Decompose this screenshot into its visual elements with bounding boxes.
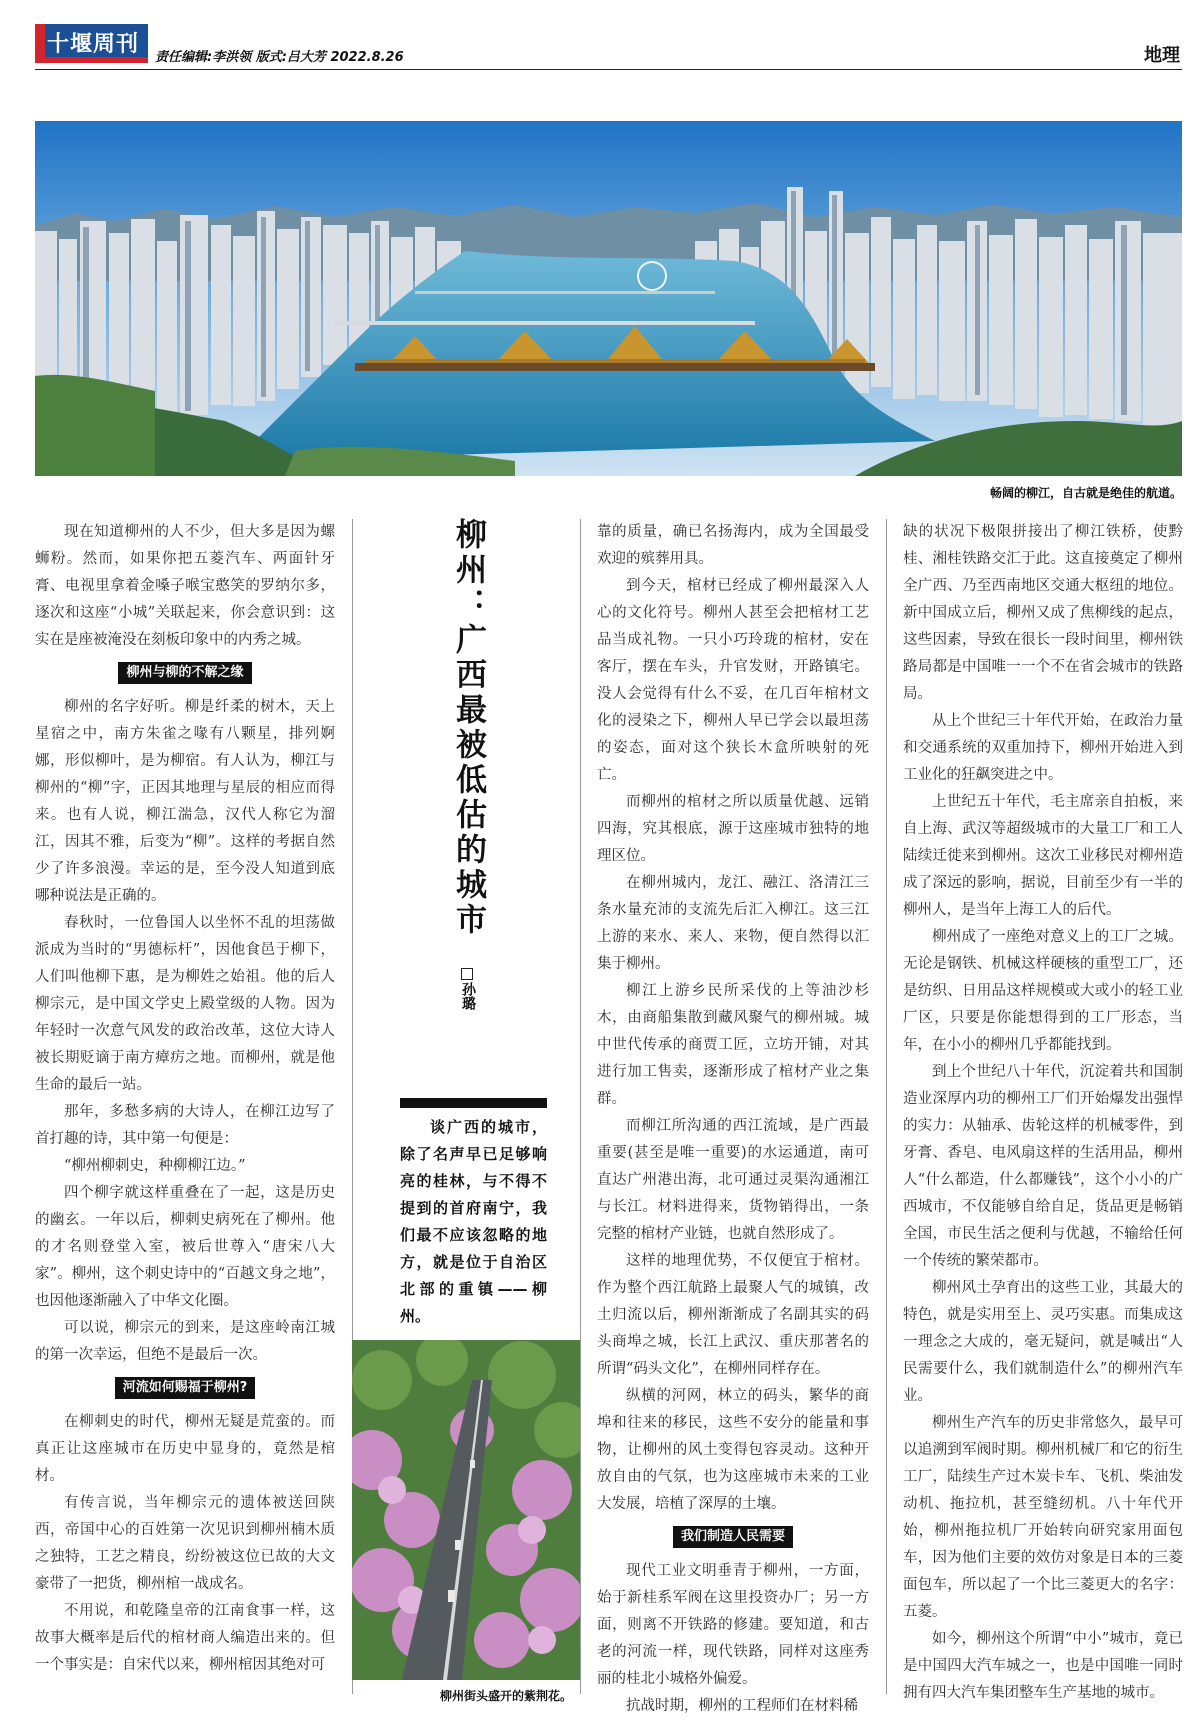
paragraph: 纵横的河网，林立的码头，繁华的商埠和往来的移民，这些不安分的能量和事物，让柳州的风土变得包容灵动。这种开放自由的气氛，也为这座城市未来的工业大发展，培植了深厚的土壤。 bbox=[597, 1388, 869, 1512]
paragraph: 有传言说，当年柳宗元的遗体被送回陕西，帝国中心的百姓第一次见识到柳州楠木质之独特，工艺之精良，纷纷被这位已故的大文豪带了一把货，柳州棺一战成名。 bbox=[35, 1495, 335, 1592]
section-label: 地理 bbox=[1144, 45, 1180, 66]
hero-caption: 畅阔的柳江，自古就是绝佳的航道。 bbox=[989, 486, 1182, 500]
paragraph: 柳州的名字好听。柳是纤柔的树木，天上星宿之中，南方朱雀之喙有八颗星，排列婀娜，形似柳叶，是为柳宿。有人认为，柳江与柳州的“柳”字，正因其地理与星辰的相应而得来。也有人说，柳江湍急，汉代人称它为溜江，因其不雅，后变为“柳”。这样的考据自然少了许多浪漫。幸运的是，至今没人知道到底哪种说法是正确的。 bbox=[35, 699, 335, 904]
paragraph: 柳州风土孕育出的这些工业，其最大的特色，就是实用至上、灵巧实惠。而集成这一理念之大成的，毫无疑问，就是喊出“人民需要什么，我们就制造什么”的柳州汽车业。 bbox=[903, 1280, 1183, 1404]
column-divider bbox=[580, 519, 581, 1694]
masthead-logo bbox=[35, 24, 148, 63]
paragraph: 缺的状况下极限拼接出了柳江铁桥，使黔桂、湘桂铁路交汇于此。这直接奠定了柳州全广西、乃至西南地区交通大枢纽的地位。新中国成立后，柳州又成了焦柳线的起点，这些因素，导致在很长一段时间里，柳州铁路局都是中国唯一一个不在省会城市的铁路局。 bbox=[903, 524, 1183, 702]
paragraph: 到今天，棺材已经成了柳州最深入人心的文化符号。柳州人甚至会把棺材工艺品当成礼物。一只小巧玲珑的棺材，安在客厅，摆在车头，升官发财，开路镇宅。没人会觉得有什么不妥，在几百年棺材文化的浸染之下，柳州人早已学会以最坦荡的姿态，面对这个狭长木盒所映射的死亡。 bbox=[597, 578, 869, 783]
column-divider bbox=[886, 519, 887, 1694]
paragraph: 在柳刺史的时代，柳州无疑是荒蛮的。而真正让这座城市在历史中显身的，竟然是棺材。 bbox=[35, 1414, 335, 1484]
paragraph: 而柳江所沟通的西江流域，是广西最重要(甚至是唯一重要)的水运通道，南可直达广州港出海，北可通过灵渠沟通湘江与长江。材料进得来，货物销得出，一条完整的棺材产业链，也就自然形成了。 bbox=[597, 1118, 869, 1242]
paragraph: 柳州成了一座绝对意义上的工厂之城。无论是钢铁、机械这样硬核的重型工厂，还是纺织、日用品这样规模或大或小的轻工业厂区，只要是你能想得到的工厂形态，当年，在小小的柳州几乎都能找到。 bbox=[903, 929, 1183, 1053]
editor-credits: 责任编辑:李洪领 版式:吕大芳 2022.8.26 bbox=[155, 50, 404, 65]
hero-photo bbox=[35, 121, 1182, 476]
paragraph: 到上个世纪八十年代，沉淀着共和国制造业深厚内功的柳州工厂们开始爆发出强悍的实力：从轴承、齿轮这样的机械零件，到牙膏、香皂、电风扇这样的生活用品，柳州人“什么都造，什么都赚钱”，这个小小的广西城市，不仅能够自给自足，货品更是畅销全国，市民生活之便利与优越，不输给任何一个传统的繁荣都市。 bbox=[903, 1064, 1183, 1269]
article-lead bbox=[400, 1114, 547, 1330]
article-author: 孙璐 bbox=[460, 982, 476, 1010]
paragraph: 不用说，和乾隆皇帝的江南食事一样，这故事大概率是后代的棺材商人编造出来的。但一个事实是：自宋代以来，柳州棺因其绝对可 bbox=[35, 1603, 335, 1673]
street-photo bbox=[352, 1340, 580, 1680]
subheading: 柳州与柳的不解之缘 bbox=[118, 662, 251, 684]
paragraph: 从上个世纪三十年代开始，在政治力量和交通系统的双重加持下，柳州开始进入到工业化的狂飙突进之中。 bbox=[903, 713, 1183, 783]
paragraph: 四个柳字就这样重叠在了一起，这是历史的幽玄。一年以后，柳刺史病死在了柳州。他的才名则登堂入室，被后世尊入“唐宋八大家”。柳州，这个刺史诗中的“百越文身之地”，也因他逐渐融入了中华文化圈。 bbox=[35, 1185, 335, 1309]
paragraph: 这样的地理优势，不仅便宜于棺材。作为整个西江航路上最聚人气的城镇，改土归流以后，柳州渐渐成了名副其实的码头商埠之城，长江上武汉、重庆那著名的所谓“码头文化”，在柳州同样存在。 bbox=[597, 1253, 869, 1377]
paragraph: 春秋时，一位鲁国人以坐怀不乱的坦荡做派成为当时的“男德标杆”，因他食邑于柳下，人们叫他柳下惠，是为柳姓之始祖。他的后人柳宗元，是中国文学史上殿堂级的人物。因为年轻时一次意气风发的政治改革，这位大诗人被长期贬谪于南方瘴疠之地。而柳州，就是他生命的最后一站。 bbox=[35, 915, 335, 1093]
street-photo-caption: 柳州街头盛开的紫荆花。 bbox=[440, 1689, 573, 1703]
article-column-3 bbox=[597, 519, 869, 1714]
paragraph: 上世纪五十年代，毛主席亲自拍板，来自上海、武汉等超级城市的大量工厂和工人陆续迁徙来到柳州。这次工业移民对柳州造成了深远的影响，据说，目前至少有一半的柳州人，是当年上海工人的后代。 bbox=[903, 794, 1183, 918]
header-rule bbox=[35, 69, 1182, 70]
paragraph: 如今，柳州这个所谓“中小”城市，竟已是中国四大汽车城之一，也是中国唯一同时拥有四大汽车集团整车生产基地的城市。 bbox=[903, 1631, 1183, 1701]
lead-bar bbox=[400, 1098, 547, 1108]
paragraph: 靠的质量，确已名扬海内，成为全国最受欢迎的殡葬用具。 bbox=[597, 524, 869, 567]
paragraph: 柳州生产汽车的历史非常悠久，最早可以追溯到军阀时期。柳州机械厂和它的衍生工厂，陆续生产过木炭卡车、飞机、柴油发动机、拖拉机，甚至缝纫机。八十年代开始，柳州拖拉机厂开始转向研究家用面包车，因为他们主要的效仿对象是日本的三菱面包车，所以起了一个比三菱更大的名字：五菱。 bbox=[903, 1415, 1183, 1620]
poem-line: “柳州柳刺史，种柳柳江边。” bbox=[64, 1158, 246, 1174]
paragraph: 现代工业文明垂青于柳州，一方面，始于新桂系军阀在这里投资办厂；另一方面，则离不开铁路的修建。要知道，和古老的河流一样，现代铁路，同样对这座秀丽的桂北小城格外偏爱。 bbox=[597, 1563, 869, 1687]
author-box-icon bbox=[461, 968, 473, 980]
paragraph: 抗战时期，柳州的工程师们在材料稀 bbox=[626, 1698, 858, 1714]
paragraph: 柳江上游乡民所采伐的上等油沙杉木，由商船集散到藏风聚气的柳州城。城中世代传承的商贾工匠，立坊开铺，对其进行加工售卖，逐渐形成了棺材产业之集群。 bbox=[597, 983, 869, 1107]
article-column-1 bbox=[35, 519, 335, 1699]
subheading: 我们制造人民需要 bbox=[673, 1526, 793, 1548]
paragraph: 现在知道柳州的人不少，但大多是因为螺蛳粉。然而，如果你把五菱汽车、两面针牙膏、电视里拿着金嗓子喉宝憨笑的罗纳尔多，逐次和这座“小城”关联起来，你会意识到：这实在是座被淹没在刻板印象中的内秀之城。 bbox=[35, 524, 335, 648]
article-column-4 bbox=[903, 519, 1183, 1699]
paragraph: 而柳州的棺材之所以质量优越、远销四海，究其根底，源于这座城市独特的地理区位。 bbox=[597, 794, 869, 864]
subheading: 河流如何赐福于柳州? bbox=[115, 1377, 256, 1399]
article-title: 柳州：广西最被低估的城市 bbox=[450, 518, 486, 938]
masthead-title: 十堰周刊 bbox=[47, 32, 140, 57]
paragraph: 可以说，柳宗元的到来，是这座岭南江城的第一次幸运，但绝不是最后一次。 bbox=[35, 1320, 335, 1363]
lead-text: 谈广西的城市，除了名声早已足够响亮的桂林，与不得不提到的首府南宁，我们最不应该忽略的地方，就是位于自治区北部的重镇——柳州。 bbox=[400, 1118, 547, 1325]
paragraph: 在柳州城内，龙江、融江、洛清江三条水量充沛的支流先后汇入柳江。这三江上游的来水、来人、来物，便自然得以汇集于柳州。 bbox=[597, 875, 869, 972]
paragraph: 那年，多愁多病的大诗人，在柳江边写了首打趣的诗，其中第一句便是： bbox=[35, 1104, 335, 1147]
